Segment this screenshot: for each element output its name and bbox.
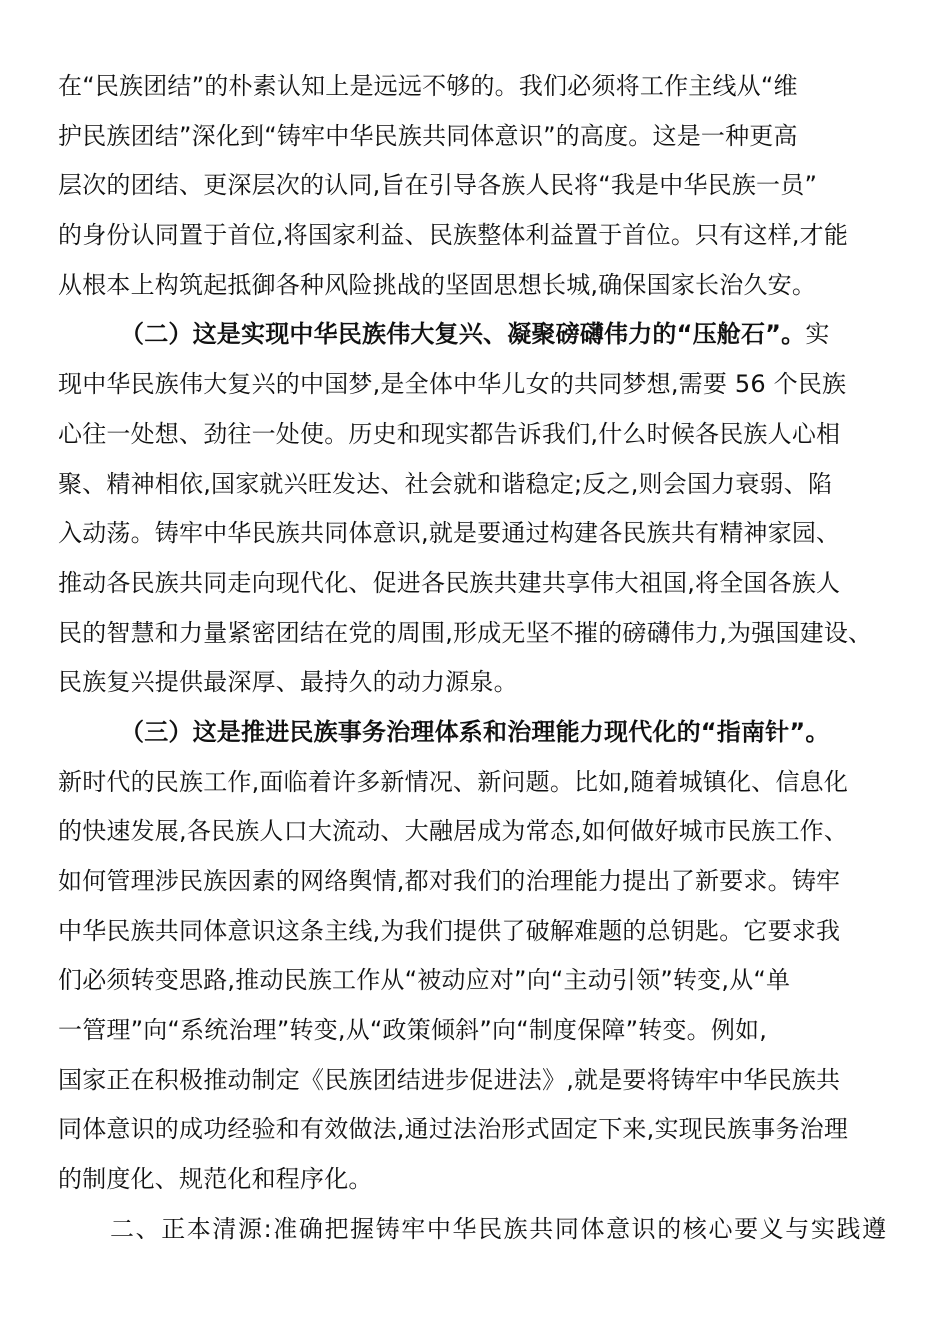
text-line: 层次的团结、更深层次的认同,旨在引导各族人民将“我是中华民族一员” — [58, 171, 818, 200]
text-line: 的制度化、规范化和程序化。 — [58, 1165, 373, 1194]
text-line: 如何管理涉民族因素的网络舆情,都对我们的治理能力提出了新要求。铸牢 — [58, 867, 841, 895]
text-line: 的身份认同置于首位,将国家利益、民族整体利益置于首位。只有这样,才能 — [58, 221, 849, 250]
paragraph-2 — [58, 310, 890, 708]
paragraph-2-heading: （二）这是实现中华民族伟大复兴、凝聚磅礴伟力的“压舱石”。 — [120, 320, 806, 349]
text-line: 的快速发展,各民族人口大流动、大融居成为常态,如何做好城市民族工作、 — [58, 817, 849, 846]
text-line: 护民族团结”深化到“铸牢中华民族共同体意识”的高度。这是一种更高 — [58, 121, 798, 150]
paragraph-2-first-line — [58, 310, 890, 360]
text-line: 推动各民族共同走向现代化、促进各民族共建共享伟大祖国,将全国各族人 — [58, 568, 841, 597]
text-line: 在“民族团结”的朴素认知上是远远不够的。我们必须将工作主线从“维 — [58, 72, 798, 100]
text-line: 们必须转变思路,推动民族工作从“被动应对”向“主动引领”转变,从“单 — [58, 966, 791, 995]
paragraph-3-heading: （三）这是推进民族事务治理体系和治理能力现代化的“指南针”。 — [120, 717, 830, 746]
text-line: 从根本上构筑起抵御各种风险挑战的坚固思想长城,确保国家长治久安。 — [58, 270, 817, 299]
text-line: 聚、精神相依,国家就兴旺发达、社会就和谐稳定;反之,则会国力衰弱、陷 — [58, 469, 833, 498]
paragraph-1 — [58, 62, 890, 310]
text-line: 民的智慧和力量紧密团结在党的周围,形成无坚不摧的磅礴伟力,为强国建设、 — [58, 618, 873, 647]
text-line: 心往一处想、劲往一处使。历史和现实都告诉我们,什么时候各民族人心相 — [58, 419, 841, 448]
section-heading: 二、正本清源:准确把握铸牢中华民族共同体意识的核心要义与实践遵 — [110, 1214, 888, 1243]
text-line: 国家正在积极推动制定《民族团结进步促进法》,就是要将铸牢中华民族共 — [58, 1065, 841, 1094]
text-line: 一管理”向“系统治理”转变,从“政策倾斜”向“制度保障”转变。例如, — [58, 1016, 768, 1045]
text-line: 入动荡。铸牢中华民族共同体意识,就是要通过构建各民族共有精神家园、 — [58, 519, 841, 548]
text-line: 中华民族共同体意识这条主线,为我们提供了破解难题的总钥匙。它要求我 — [58, 916, 841, 945]
text-line: 新时代的民族工作,面临着许多新情况、新问题。比如,随着城镇化、信息化 — [58, 767, 849, 796]
section-two — [58, 1205, 890, 1255]
paragraph-3 — [58, 708, 890, 1205]
text-line: 民族复兴提供最深厚、最持久的动力源泉。 — [58, 668, 518, 697]
text-line: 同体意识的成功经验和有效做法,通过法治形式固定下来,实现民族事务治理 — [58, 1115, 849, 1144]
text-line: 现中华民族伟大复兴的中国梦,是全体中华儿女的共同梦想,需要 56 个民族 — [58, 370, 847, 399]
document-page — [58, 62, 890, 1255]
paragraph-2-first-line-rest: 实 — [805, 320, 830, 349]
